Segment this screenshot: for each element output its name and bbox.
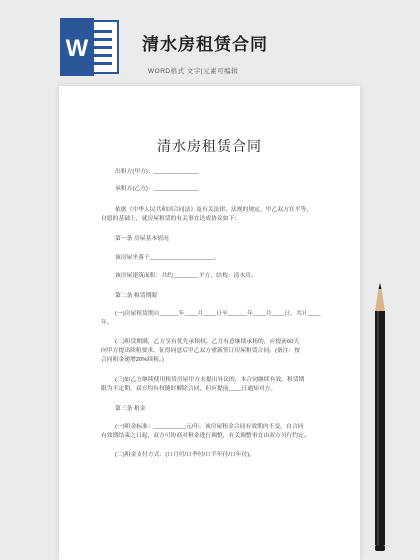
article-1-line: 该房屋建筑面积：共约________平方，结构：清水房。 <box>115 273 257 279</box>
document-title: 清水房租赁合同 <box>157 138 262 154</box>
article-2-line: (三)如乙方继续使用租赁房屋甲方未提出异议的，本合同继续有效。租赁期 <box>115 377 305 383</box>
banner-title: 清水房租赁合同 <box>142 35 268 54</box>
article-2-title: 第二条 租赁期限 <box>115 293 158 299</box>
article-2-line: (二)租赁期满，乙方享有优先承租权。乙方有意继续承租的，应提前60天 <box>115 339 300 345</box>
pencil-icon <box>373 283 387 553</box>
article-2-line: 年。 <box>101 320 113 326</box>
party-a-line: 出租方(甲方)：______________ <box>115 169 199 175</box>
word-document-icon <box>60 18 122 76</box>
word-icon-letter: W <box>65 35 89 62</box>
article-3-title: 第三条 租金 <box>115 406 146 412</box>
preamble-line: 自愿的基础上，就房屋租赁的有关事宜达成协议如下： <box>101 216 241 222</box>
article-1-line: 该房屋坐落于____________________。 <box>115 255 221 261</box>
preamble-line: 依据《中华人民共和国合同法》及有关法律、法规的规定，甲乙双方在平等、 <box>115 207 313 213</box>
document-page <box>59 86 360 560</box>
article-3-line: (二)租金支付方式：(口月付/口季付/口半年付/口年付)。 <box>115 452 256 458</box>
article-2-line: 向甲方提出续租要求，征得同意后甲乙双方重新签订房屋租赁合同。(备注：按 <box>101 348 301 354</box>
article-2-line: (一)房屋租赁期自______年____月____日至______年____月____日，共计____ <box>115 311 321 317</box>
article-2-line: 合同租金递增20%续租。) <box>101 357 164 363</box>
article-3-line: (一)租金标准：__________元/年。该房屋租金合同有效期内不变，自合同 <box>115 424 304 430</box>
article-1-title: 第一条 房屋基本情况 <box>115 236 169 242</box>
banner-subtitle: WORD格式 文字|元素可编辑 <box>148 68 239 75</box>
party-b-line: 承租方(乙方)：______________ <box>115 186 199 192</box>
article-3-line: 有效期结束之日起，双方可协商对租金进行调整，有关调整事宜由双方另行约定。 <box>101 433 310 439</box>
article-2-line: 限为不定期，双方均有权随时解除合同，但应提前____日通知对方。 <box>101 386 277 392</box>
